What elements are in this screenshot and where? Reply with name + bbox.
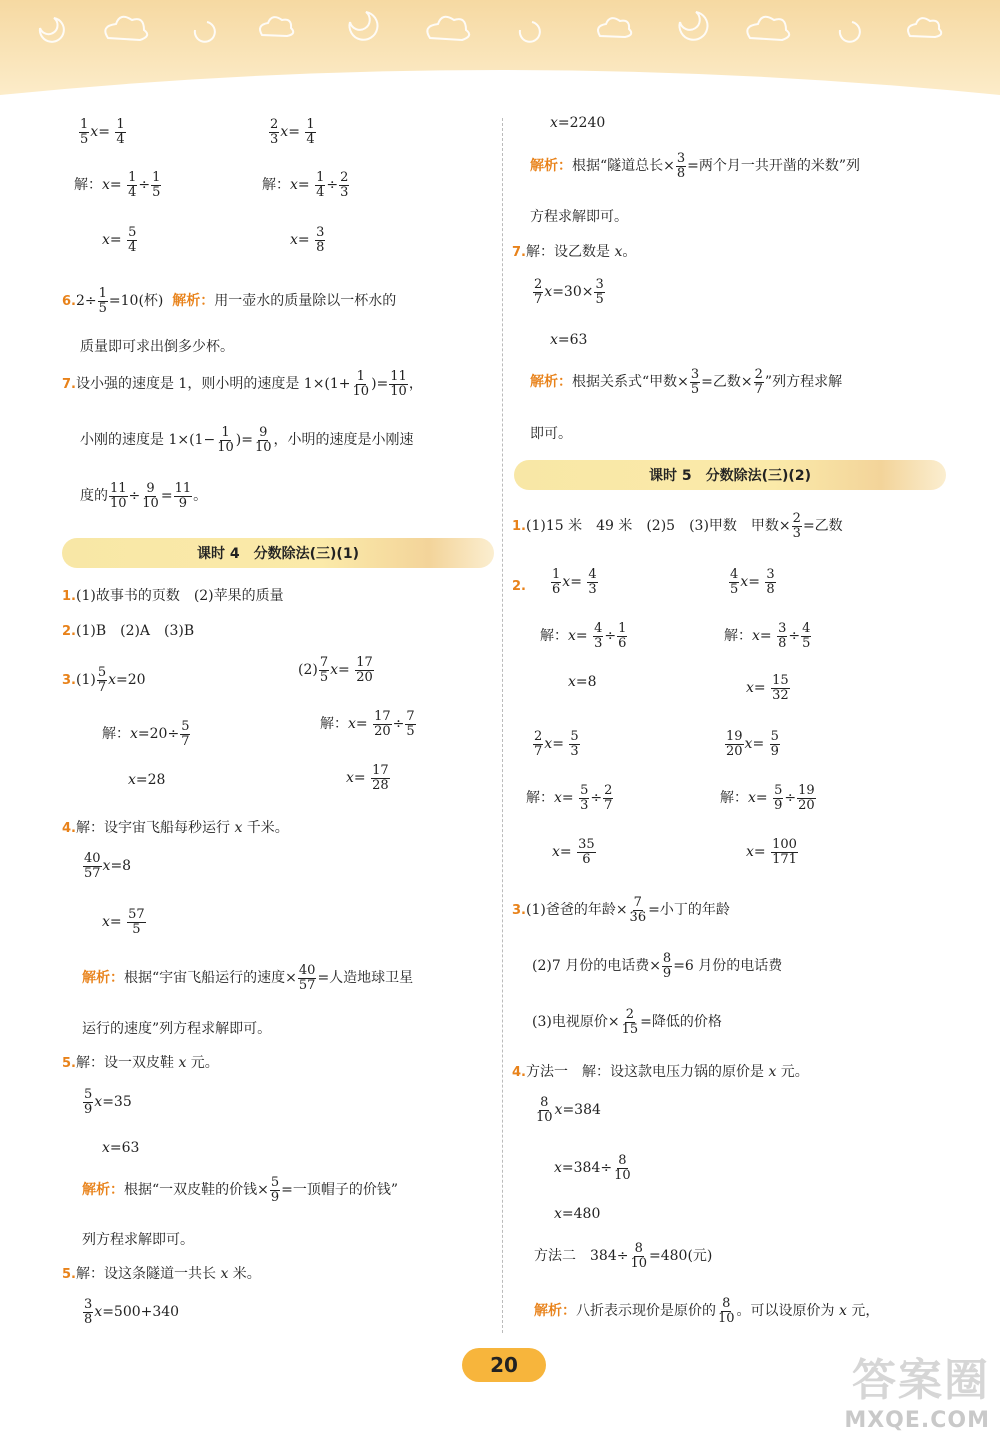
- analysis-text: 质量即可求出倒多少杯。: [80, 339, 234, 355]
- equation: $\frac{2}{7}$ x= $\frac{5}{3}$: [534, 729, 579, 759]
- variable-x: x: [568, 628, 576, 645]
- fraction: $\frac{19}{20}$: [798, 783, 815, 813]
- fraction: $\frac{8}{10}$: [630, 1241, 647, 1271]
- lesson-4-header: [62, 538, 494, 568]
- fraction: $\frac{15}{32}$: [772, 673, 789, 703]
- l5-question-3a: 3.(1)爸爸的年龄× $\frac{7}{36}$ =小丁的年龄: [512, 895, 730, 925]
- variable-x: x: [550, 332, 558, 348]
- fraction: $\frac{3}{8}$: [84, 1297, 93, 1327]
- variable-x: x: [552, 844, 560, 861]
- equation: x= $\frac{57}{5}$: [102, 907, 145, 937]
- fraction: $\frac{3}{5}$: [595, 277, 604, 307]
- fraction: $\frac{2}{7}$: [604, 783, 613, 813]
- lesson-title: 课时 5 分数除法(三)(2): [649, 468, 811, 484]
- fraction: $\frac{4}{5}$: [802, 621, 811, 651]
- variable-x: x: [102, 232, 110, 249]
- variable-x: x: [348, 716, 356, 733]
- fraction: $\frac{5}{9}$: [84, 1087, 93, 1117]
- fraction: $\frac{8}{9}$: [662, 951, 672, 981]
- l4-question-4: 4.解：设宇宙飞船每秒运行 x 千米。: [62, 820, 289, 836]
- equation: 解：x= $\frac{17}{20}$ ÷ $\frac{7}{5}$: [320, 709, 415, 739]
- variable-x: x: [90, 124, 99, 141]
- equation: $\frac{40}{57}$ x=8: [84, 851, 132, 881]
- fraction: $\frac{57}{5}$: [128, 907, 145, 937]
- variable-x: x: [839, 1303, 847, 1320]
- variable-x: x: [752, 628, 760, 645]
- l5-question-3b: (2)7 月份的电话费× $\frac{8}{9}$ =6 月份的电话费: [532, 951, 783, 981]
- fraction: $\frac{2}{7}$: [534, 729, 543, 759]
- equation: x= $\frac{15}{32}$: [746, 673, 789, 703]
- fraction: $\frac{1}{4}$: [128, 170, 137, 200]
- equation: x=63: [102, 1140, 140, 1156]
- fraction: $\frac{17}{28}$: [372, 763, 389, 793]
- analysis-text: 运行的速度”列方程求解即可。: [82, 1021, 272, 1037]
- analysis-text: 即可。: [530, 426, 572, 442]
- fraction: $\frac{8}{10}$: [536, 1095, 553, 1125]
- fraction: $\frac{9}{10}$: [254, 425, 272, 455]
- fraction: $\frac{1}{10}$: [217, 425, 234, 455]
- variable-x: x: [330, 662, 339, 679]
- l4-question-5: 5.解：设一双皮鞋 x 元。: [62, 1055, 219, 1071]
- variable-x: x: [94, 1094, 103, 1111]
- variable-x: x: [178, 1055, 187, 1071]
- question-7-right: 7.解：设乙数是 x。: [512, 244, 637, 260]
- variable-x: x: [102, 1140, 110, 1156]
- l4-question-3a: 3.(1) $\frac{5}{7}$ x=20: [62, 665, 146, 695]
- equation: x= $\frac{100}{171}$: [746, 837, 797, 867]
- fraction: $\frac{3}{5}$: [690, 367, 700, 397]
- fraction: $\frac{1}{6}$: [618, 621, 627, 651]
- equation: 解：x= $\frac{1}{4}$ ÷ $\frac{1}{5}$: [74, 170, 161, 200]
- fraction: $\frac{5}{4}$: [128, 225, 137, 255]
- fraction: $\frac{7}{36}$: [629, 895, 647, 925]
- variable-x: x: [614, 244, 623, 260]
- analysis-text: 列方程求解即可。: [82, 1232, 194, 1248]
- variable-x: x: [568, 674, 576, 690]
- analysis-text: 解析：根据“一双皮鞋的价钱× $\frac{5}{9}$ =一顶帽子的价钱”: [82, 1175, 399, 1205]
- variable-x: x: [550, 115, 558, 131]
- variable-x: x: [102, 858, 111, 875]
- fraction: $\frac{3}{8}$: [316, 225, 325, 255]
- fraction: $\frac{4}{3}$: [588, 567, 597, 597]
- variable-x: x: [554, 1102, 563, 1119]
- variable-x: x: [346, 770, 354, 787]
- equation: 解：x= $\frac{3}{8}$ ÷ $\frac{4}{5}$: [724, 621, 811, 651]
- l5-question-2: 2.: [512, 579, 526, 594]
- variable-x: x: [746, 844, 754, 861]
- fraction: $\frac{2}{7}$: [754, 367, 763, 397]
- lesson-title: 课时 4 分数除法(三)(1): [197, 546, 359, 562]
- equation: 解：x= $\frac{5}{3}$ ÷ $\frac{2}{7}$: [526, 783, 613, 813]
- equation: 解：x= $\frac{4}{3}$ ÷ $\frac{1}{6}$: [540, 621, 627, 651]
- equation: $\frac{1}{5}$ x= $\frac{1}{4}$: [80, 117, 125, 147]
- fraction: $\frac{40}{57}$: [298, 963, 316, 993]
- variable-x: x: [544, 736, 553, 753]
- fraction: $\frac{19}{20}$: [726, 729, 743, 759]
- column-divider: [502, 118, 503, 1333]
- variable-x: x: [554, 790, 562, 807]
- fraction: $\frac{40}{57}$: [84, 851, 101, 881]
- equation: x=480: [554, 1206, 601, 1222]
- fraction: $\frac{2}{7}$: [534, 277, 543, 307]
- analysis-text: 解析：根据关系式“甲数× $\frac{3}{5}$ =乙数× $\frac{2}{7}$ ”列方程求解: [530, 367, 843, 397]
- analysis-text: 方程求解即可。: [530, 209, 628, 225]
- watermark: [844, 1344, 990, 1433]
- fraction: $\frac{1}{5}$: [80, 117, 89, 147]
- fraction: $\frac{1}{5}$: [152, 170, 161, 200]
- watermark-brand: 答案圈: [852, 1355, 990, 1406]
- l4-question-2: 2.(1)B (2)A (3)B: [62, 623, 195, 639]
- variable-x: x: [544, 284, 553, 301]
- variable-x: x: [746, 680, 754, 697]
- equation: $\frac{3}{8}$ x=500+340: [84, 1297, 180, 1327]
- fraction: $\frac{3}{8}$: [766, 567, 775, 597]
- variable-x: x: [554, 1160, 562, 1177]
- variable-x: x: [128, 772, 136, 788]
- fraction: $\frac{5}{9}$: [774, 783, 783, 813]
- equation: 解：x=20÷ $\frac{5}{7}$: [102, 719, 190, 749]
- equation: $\frac{19}{20}$ x= $\frac{5}{9}$: [726, 729, 779, 759]
- l5-question-3c: (3)电视原价× $\frac{2}{15}$ =降低的价格: [532, 1007, 722, 1037]
- fraction: $\frac{5}{3}$: [580, 783, 589, 813]
- equation: x= $\frac{5}{4}$: [102, 225, 137, 255]
- variable-x: x: [130, 726, 138, 743]
- equation: $\frac{8}{10}$ x=384: [536, 1095, 601, 1125]
- equation: 解：x= $\frac{1}{4}$ ÷ $\frac{2}{3}$: [262, 170, 349, 200]
- variable-x: x: [768, 1064, 777, 1080]
- fraction: $\frac{3}{8}$: [778, 621, 787, 651]
- variable-x: x: [748, 790, 756, 807]
- variable-x: x: [280, 124, 289, 141]
- l4-question-6: 5.解：设这条隧道一共长 x 米。: [62, 1266, 261, 1282]
- fraction: $\frac{7}{5}$: [319, 655, 329, 685]
- equation: x=2240: [550, 115, 606, 131]
- fraction: $\frac{5}{9}$: [270, 1175, 280, 1205]
- fraction: $\frac{11}{10}$: [390, 369, 407, 399]
- variable-x: x: [102, 914, 110, 931]
- method-2: 方法二 384÷ $\frac{8}{10}$ =480(元): [534, 1241, 713, 1271]
- l5-question-4: 4.方法一 解：设这款电压力锅的原价是 x 元。: [512, 1064, 809, 1080]
- fraction: $\frac{1}{4}$: [116, 117, 125, 147]
- fraction: $\frac{9}{10}$: [142, 481, 159, 511]
- fraction: $\frac{5}{7}$: [181, 719, 190, 749]
- fraction: $\frac{5}{3}$: [570, 729, 579, 759]
- question-7: 7.设小强的速度是 1，则小明的速度是 1×(1+ $\frac{1}{10}$ )= $\frac{11}{10}$ ，: [62, 369, 423, 399]
- question-7-line3: 度的 $\frac{11}{10}$ ÷ $\frac{9}{10}$ = $\frac{11}{9}$ 。: [80, 481, 208, 511]
- fraction: $\frac{1}{10}$: [352, 369, 370, 399]
- equation: x= $\frac{17}{28}$: [346, 763, 389, 793]
- lesson-5-header: [514, 460, 946, 490]
- fraction: $\frac{8}{10}$: [614, 1153, 631, 1183]
- fraction: $\frac{2}{15}$: [621, 1007, 639, 1037]
- variable-x: x: [102, 177, 110, 194]
- fraction: $\frac{17}{20}$: [374, 709, 391, 739]
- equation: x=384÷ $\frac{8}{10}$: [554, 1153, 631, 1183]
- fraction: $\frac{2}{3}$: [792, 511, 801, 541]
- equation: $\frac{2}{3}$ x= $\frac{1}{4}$: [270, 117, 315, 147]
- equation: $\frac{5}{9}$ x=35: [84, 1087, 132, 1117]
- fraction: $\frac{2}{3}$: [270, 117, 279, 147]
- l4-question-3b: (2) $\frac{7}{5}$ x= $\frac{17}{20}$: [298, 655, 373, 685]
- watermark-site: MXQE.COM: [844, 1408, 990, 1433]
- variable-x: x: [220, 1266, 229, 1282]
- fraction: $\frac{3}{8}$: [676, 151, 686, 181]
- equation: x=8: [568, 674, 597, 690]
- fraction: $\frac{8}{10}$: [718, 1296, 735, 1326]
- variable-x: x: [108, 672, 117, 689]
- equation: $\frac{1}{6}$ x= $\frac{4}{3}$: [552, 567, 597, 597]
- fraction: $\frac{1}{5}$: [98, 286, 107, 316]
- fraction: $\frac{7}{5}$: [406, 709, 415, 739]
- fraction: $\frac{100}{171}$: [772, 837, 797, 867]
- fraction: $\frac{1}{4}$: [306, 117, 315, 147]
- variable-x: x: [744, 736, 753, 753]
- l5-question-1: 1.(1)15 米 49 米 (2)5 (3)甲数 甲数× $\frac{2}{3}$ =乙数: [512, 511, 843, 541]
- fraction: $\frac{5}{7}$: [97, 665, 107, 695]
- page-number-badge: [462, 1348, 546, 1382]
- variable-x: x: [234, 820, 243, 836]
- l4-question-1: 1.(1)故事书的页数 (2)苹果的质量: [62, 588, 284, 604]
- variable-x: x: [554, 1206, 562, 1222]
- fraction: $\frac{11}{10}$: [110, 481, 127, 511]
- fraction: $\frac{1}{6}$: [552, 567, 561, 597]
- equation: x=28: [128, 772, 166, 788]
- equation: x= $\frac{3}{8}$: [290, 225, 325, 255]
- fraction: $\frac{11}{9}$: [174, 481, 192, 511]
- analysis-text: 解析：八折表示现价是原价的 $\frac{8}{10}$ 。可以设原价为 x 元，: [534, 1296, 880, 1326]
- variable-x: x: [290, 232, 298, 249]
- question-6: 6.2÷ $\frac{1}{5}$ =10(杯) 解析：用一壶水的质量除以一杯水的: [62, 286, 397, 316]
- fraction: $\frac{2}{3}$: [340, 170, 349, 200]
- fraction: $\frac{35}{6}$: [578, 837, 595, 867]
- header-banner: [0, 0, 1000, 95]
- fraction: $\frac{4}{3}$: [594, 621, 603, 651]
- variable-x: x: [740, 574, 749, 591]
- page-number: 20: [490, 1353, 518, 1377]
- equation: 解：x= $\frac{5}{9}$ ÷ $\frac{19}{20}$: [720, 783, 815, 813]
- variable-x: x: [562, 574, 571, 591]
- variable-x: x: [290, 177, 298, 194]
- analysis-text: 解析：根据“宇宙飞船运行的速度× $\frac{40}{57}$ =人造地球卫星: [82, 963, 414, 993]
- equation: x= $\frac{35}{6}$: [552, 837, 595, 867]
- equation: $\frac{2}{7}$ x=30× $\frac{3}{5}$: [534, 277, 604, 307]
- variable-x: x: [94, 1304, 103, 1321]
- equation: $\frac{4}{5}$ x= $\frac{3}{8}$: [730, 567, 775, 597]
- question-7-line2: 小刚的速度是 1×(1− $\frac{1}{10}$ )= $\frac{9}{10}$ ，小明的速度是小刚速: [80, 425, 414, 455]
- analysis-text: 解析：根据“隧道总长× $\frac{3}{8}$ =两个月一共开凿的米数”列: [530, 151, 861, 181]
- fraction: $\frac{1}{4}$: [316, 170, 325, 200]
- fraction: $\frac{4}{5}$: [730, 567, 739, 597]
- fraction: $\frac{5}{9}$: [770, 729, 779, 759]
- equation: x=63: [550, 332, 588, 348]
- fraction: $\frac{17}{20}$: [356, 655, 373, 685]
